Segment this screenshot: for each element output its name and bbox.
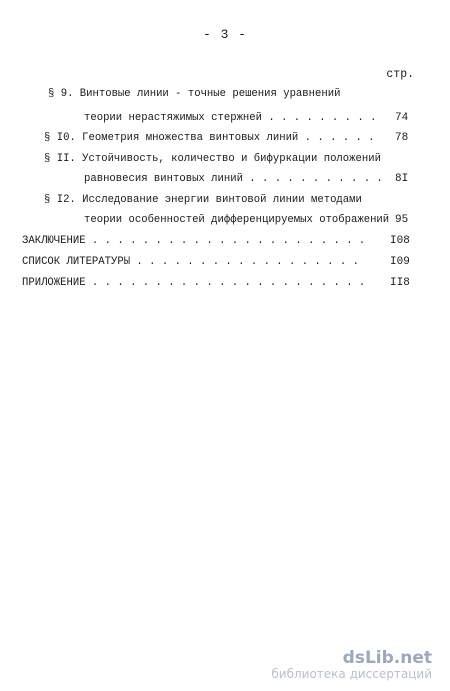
toc-entry-10-line1: § I0. Геометрия множества винтовых линий . . . . . . — [44, 132, 375, 144]
toc-entry-12-line2: теории особенностей дифференцируемых отображений — [84, 214, 390, 226]
toc-appendix: ПРИЛОЖЕНИЕ . . . . . . . . . . . . . . . . . . . . . . — [22, 277, 366, 289]
toc-entry-9-line1: § 9. Винтовые линии - точные решения уравнений — [48, 88, 341, 100]
toc-entry-12-line1: § I2. Исследование энергии винтовой линии методами — [44, 194, 362, 206]
watermark — [271, 649, 432, 681]
toc-references: СПИСОК ЛИТЕРАТУРЫ . . . . . . . . . . . . . . . . . . — [22, 256, 359, 268]
toc-entry-11-line1: § II. Устойчивость, количество и бифуркации положений — [44, 153, 381, 165]
toc-entry-9-line2: теории нерастяжимых стержней . . . . . . . . . — [84, 112, 377, 124]
toc-entry-11-line2: равновесия винтовых линий . . . . . . . . . . . — [84, 173, 383, 185]
toc-entry-11-page: 8I — [395, 173, 409, 185]
toc-conclusion: ЗАКЛЮЧЕНИЕ . . . . . . . . . . . . . . . . . . . . . . — [22, 235, 366, 247]
watermark-subtitle: библиотека диссертаций — [271, 667, 432, 681]
toc-entry-9-page: 74 — [395, 112, 409, 124]
watermark-brand: dsLib.net — [342, 648, 432, 668]
toc-entry-12-page: 95 — [395, 214, 409, 226]
toc-appendix-page: II8 — [390, 277, 410, 289]
toc-entry-10-page: 78 — [395, 132, 409, 144]
toc-references-page: I09 — [390, 256, 410, 268]
toc-conclusion-page: I08 — [390, 235, 410, 247]
pages-column-header: стр. — [386, 68, 414, 81]
page-number: - 3 - — [202, 27, 247, 42]
